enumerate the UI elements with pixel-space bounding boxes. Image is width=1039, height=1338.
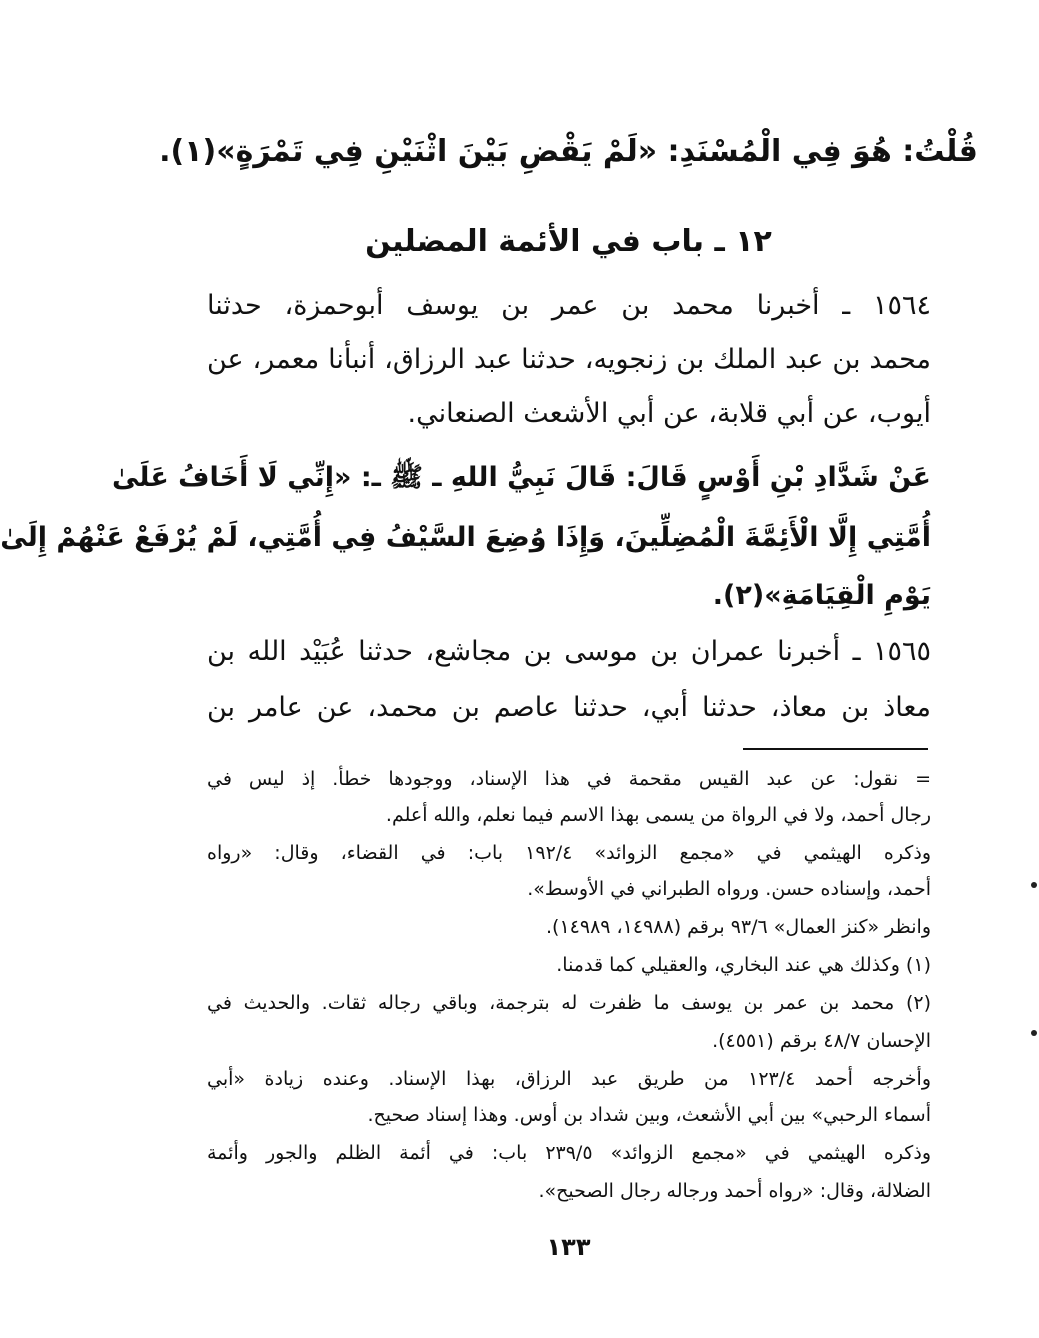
qult-note-line: قُلْتُ: هُوَ فِي الْمُسْنَدِ: «لَمْ يَقْضِ بَيْنَ اثْنَيْنِ فِي تَمْرَةٍ»(١).: [159, 134, 978, 169]
footnote-2-line-5: وذكره الهيثمي في «مجمع الزوائد» ٢٣٩/٥ باب: في أئمة الظلم والجور وأئمة: [207, 1142, 931, 1164]
scan-speck: [1031, 1030, 1037, 1036]
scan-speck: [1031, 882, 1037, 888]
footnote-line-3: وذكره الهيثمي في «مجمع الزوائد» ١٩٢/٤ باب: في القضاء، وقال: «رواه: [207, 842, 931, 864]
footnote-2-line-2: الإحسان ٤٨/٧ برقم (٤٥٥١).: [712, 1030, 931, 1052]
footnote-divider: [743, 748, 928, 750]
body-line-3: أيوب، عن أبي قلابة، عن أبي الأشعث الصنعاني.: [407, 398, 931, 429]
hadith-line-1: عَنْ شَدَّادِ بْنِ أَوْسٍ قَالَ: قَالَ نَبِيُّ اللهِ ـ ﷺ ـ: «إِنِّي لَا أَخَافُ عَلَىٰ: [111, 462, 931, 493]
chapter-heading: ١٢ ـ باب في الأئمة المضلين: [365, 224, 772, 259]
footnote-2-line-6: الضلالة، وقال: «رواه أحمد ورجاله رجال الصحيح».: [538, 1180, 931, 1202]
body-line-4: ١٥٦٥ ـ أخبرنا عمران بن موسى بن مجاشع، حدثنا عُبَيْد الله بن: [207, 636, 931, 667]
footnote-line-5: وانظر «كنز العمال» ٩٣/٦ برقم (١٤٩٨٨، ١٤٩٨٩).: [546, 916, 931, 938]
footnote-line-1: = نقول: عن عبد القيس مقحمة في هذا الإسناد، ووجودها خطأ. إذ ليس في: [207, 768, 931, 790]
hadith-line-3: يَوْمِ الْقِيَامَةِ»(٢).: [712, 580, 931, 611]
hadith-line-2: أُمَّتِي إِلَّا الْأَئِمَّةَ الْمُضِلِّينَ، وَإِذَا وُضِعَ السَّيْفُ فِي أُمَّتِي، لَمْ يُرْفَعْ عَنْهُمْ إِلَىٰ: [0, 522, 931, 553]
body-line-5: معاذ بن معاذ، حدثنا أبي، حدثنا عاصم بن محمد، عن عامر بن: [207, 692, 931, 723]
body-line-1: ١٥٦٤ ـ أخبرنا محمد بن عمر بن يوسف أبوحمزة، حدثنا: [207, 290, 931, 321]
page-number: ١٣٣: [546, 1233, 591, 1261]
footnote-line-2: رجال أحمد، ولا في الرواة من يسمى بهذا الاسم فيما نعلم، والله أعلم.: [385, 804, 931, 826]
body-line-2: محمد بن عبد الملك بن زنجويه، حدثنا عبد الرزاق، أنبأنا معمر، عن: [207, 344, 931, 375]
footnote-line-4: أحمد، وإسناده حسن. ورواه الطبراني في الأوسط».: [527, 878, 931, 900]
footnote-2-line-3: وأخرجه أحمد ١٢٣/٤ من طريق عبد الرزاق، بهذا الإسناد. وعنده زيادة «أبي: [207, 1068, 931, 1090]
footnote-2-line-1: (٢) محمد بن عمر بن يوسف ما ظفرت له بترجمة، وباقي رجاله ثقات. والحديث في: [207, 992, 931, 1014]
footnote-2-line-4: أسماء الرحبي» بين أبي الأشعث، وبين شداد بن أوس. وهذا إسناد صحيح.: [367, 1104, 931, 1126]
footnote-1: (١) وكذلك هي عند البخاري، والعقيلي كما قدمنا.: [556, 954, 931, 976]
